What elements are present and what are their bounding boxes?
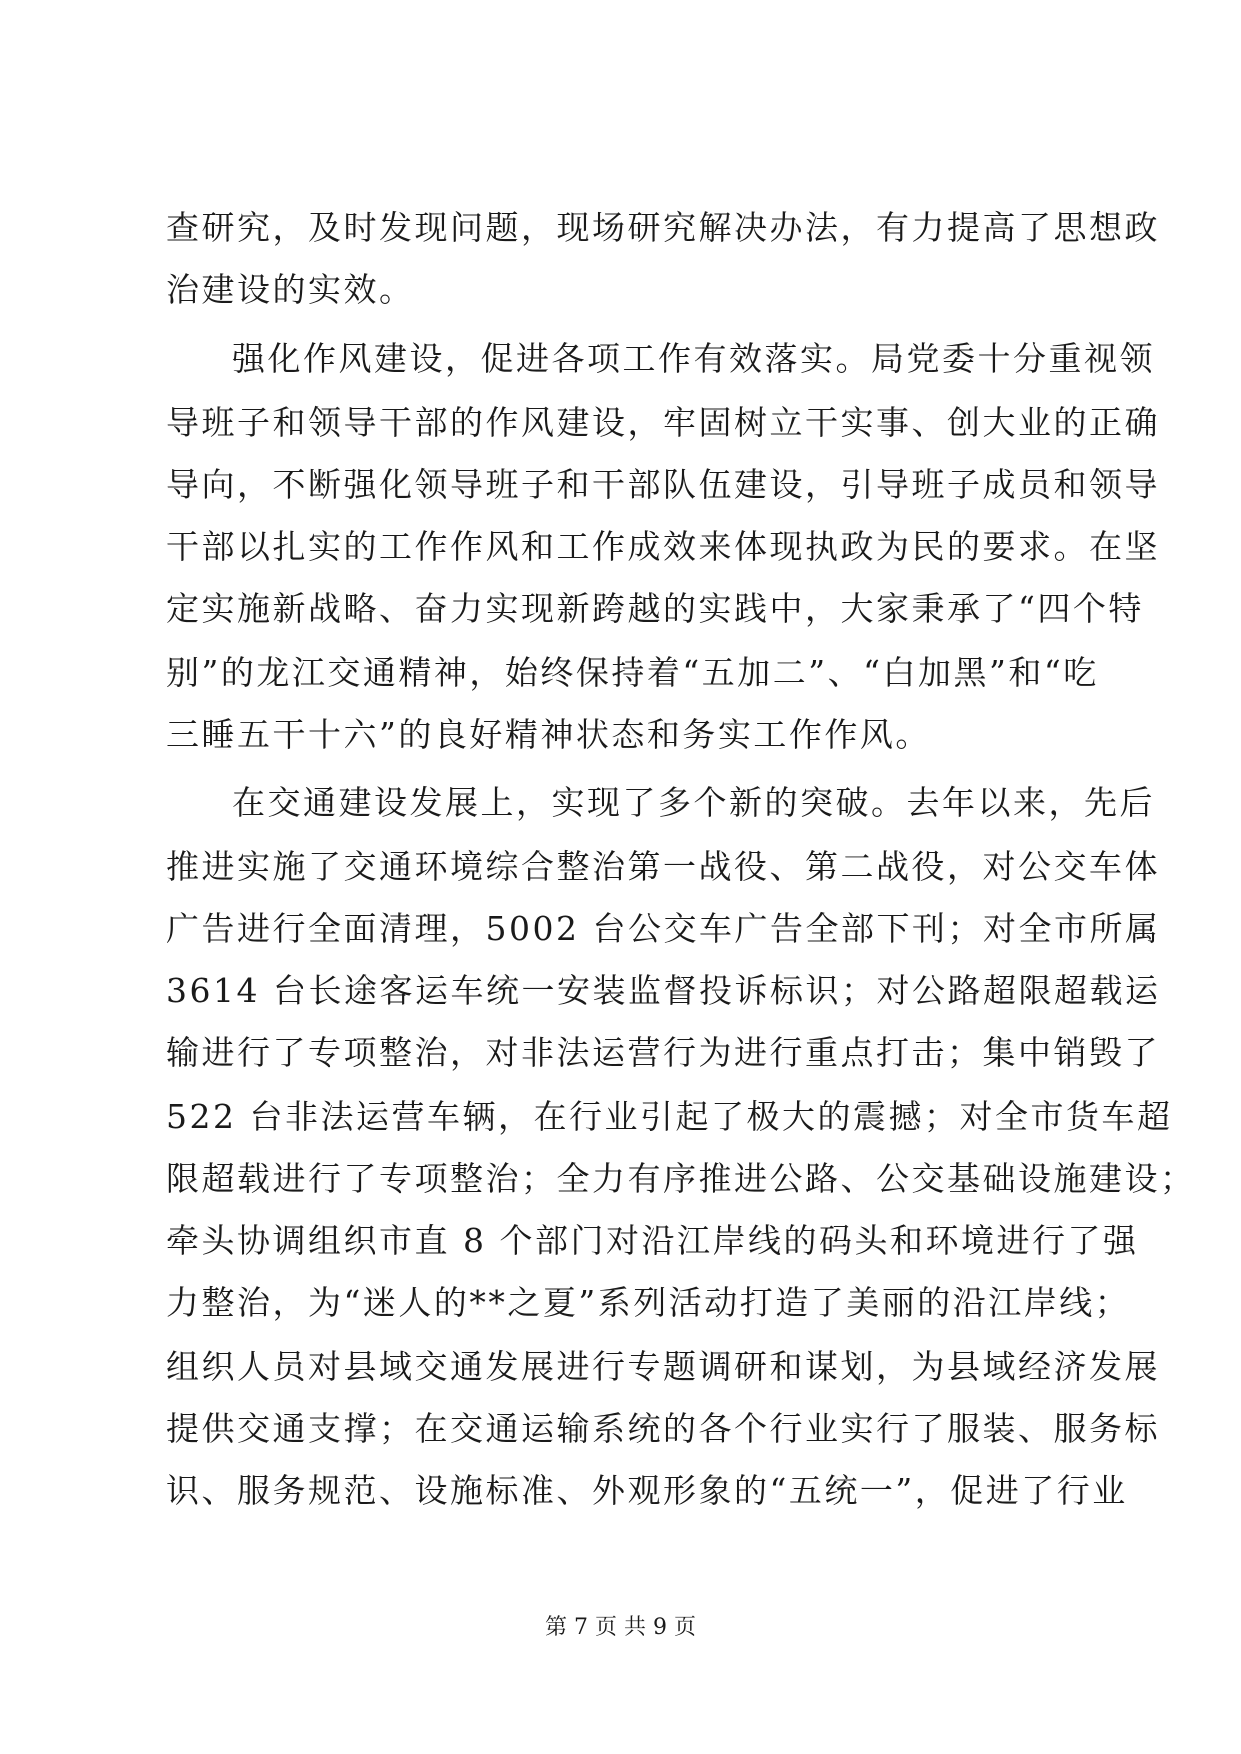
body-line-4: 导班子和领导干部的作风建设，牢固树立干实事、创大业的正确 <box>166 403 1160 442</box>
body-line-14: 输进行了专项整治，对非法运营行为进行重点打击；集中销毁了 <box>166 1033 1160 1072</box>
body-line-3: 强化作风建设，促进各项工作有效落实。局党委十分重视领 <box>232 339 1155 378</box>
body-line-13: 3614 台长途客运车统一安装监督投诉标识；对公路超限超载运 <box>166 971 1161 1010</box>
body-line-10: 在交通建设发展上，实现了多个新的突破。去年以来，先后 <box>232 783 1155 822</box>
body-line-11: 推进实施了交通环境综合整治第一战役、第二战役，对公交车体 <box>166 847 1160 886</box>
body-line-21: 识、服务规范、设施标准、外观形象的“五统一”，促进了行业 <box>166 1471 1128 1510</box>
body-line-8: 别”的龙江交通精神，始终保持着“五加二”、“白加黑”和“吃 <box>166 653 1099 692</box>
body-line-20: 提供交通支撑；在交通运输系统的各个行业实行了服装、服务标 <box>166 1409 1160 1448</box>
body-line-17: 牵头协调组织市直 8 个部门对沿江岸线的码头和环境进行了强 <box>166 1221 1139 1260</box>
body-line-5: 导向，不断强化领导班子和干部队伍建设，引导班子成员和领导 <box>166 465 1160 504</box>
body-line-6: 干部以扎实的工作作风和工作成效来体现执政为民的要求。在坚 <box>166 527 1160 566</box>
page-number-footer: 第 7 页 共 9 页 <box>545 1615 696 1640</box>
body-line-18: 力整治，为“迷人的**之夏”系列活动打造了美丽的沿江岸线； <box>166 1283 1131 1322</box>
body-line-19: 组织人员对县域交通发展进行专题调研和谋划，为县域经济发展 <box>166 1347 1160 1386</box>
body-line-1: 查研究，及时发现问题，现场研究解决办法，有力提高了思想政 <box>166 208 1160 247</box>
body-line-12: 广告进行全面清理，5002 台公交车广告全部下刊；对全市所属 <box>166 909 1161 948</box>
body-line-15: 522 台非法运营车辆，在行业引起了极大的震撼；对全市货车超 <box>166 1097 1173 1136</box>
body-line-2: 治建设的实效。 <box>166 270 415 309</box>
body-line-16: 限超载进行了专项整治；全力有序推进公路、公交基础设施建设； <box>166 1159 1196 1198</box>
body-line-7: 定实施新战略、奋力实现新跨越的实践中，大家秉承了“四个特 <box>166 589 1144 628</box>
body-line-9: 三睡五干十六”的良好精神状态和务实工作作风。 <box>166 715 931 754</box>
